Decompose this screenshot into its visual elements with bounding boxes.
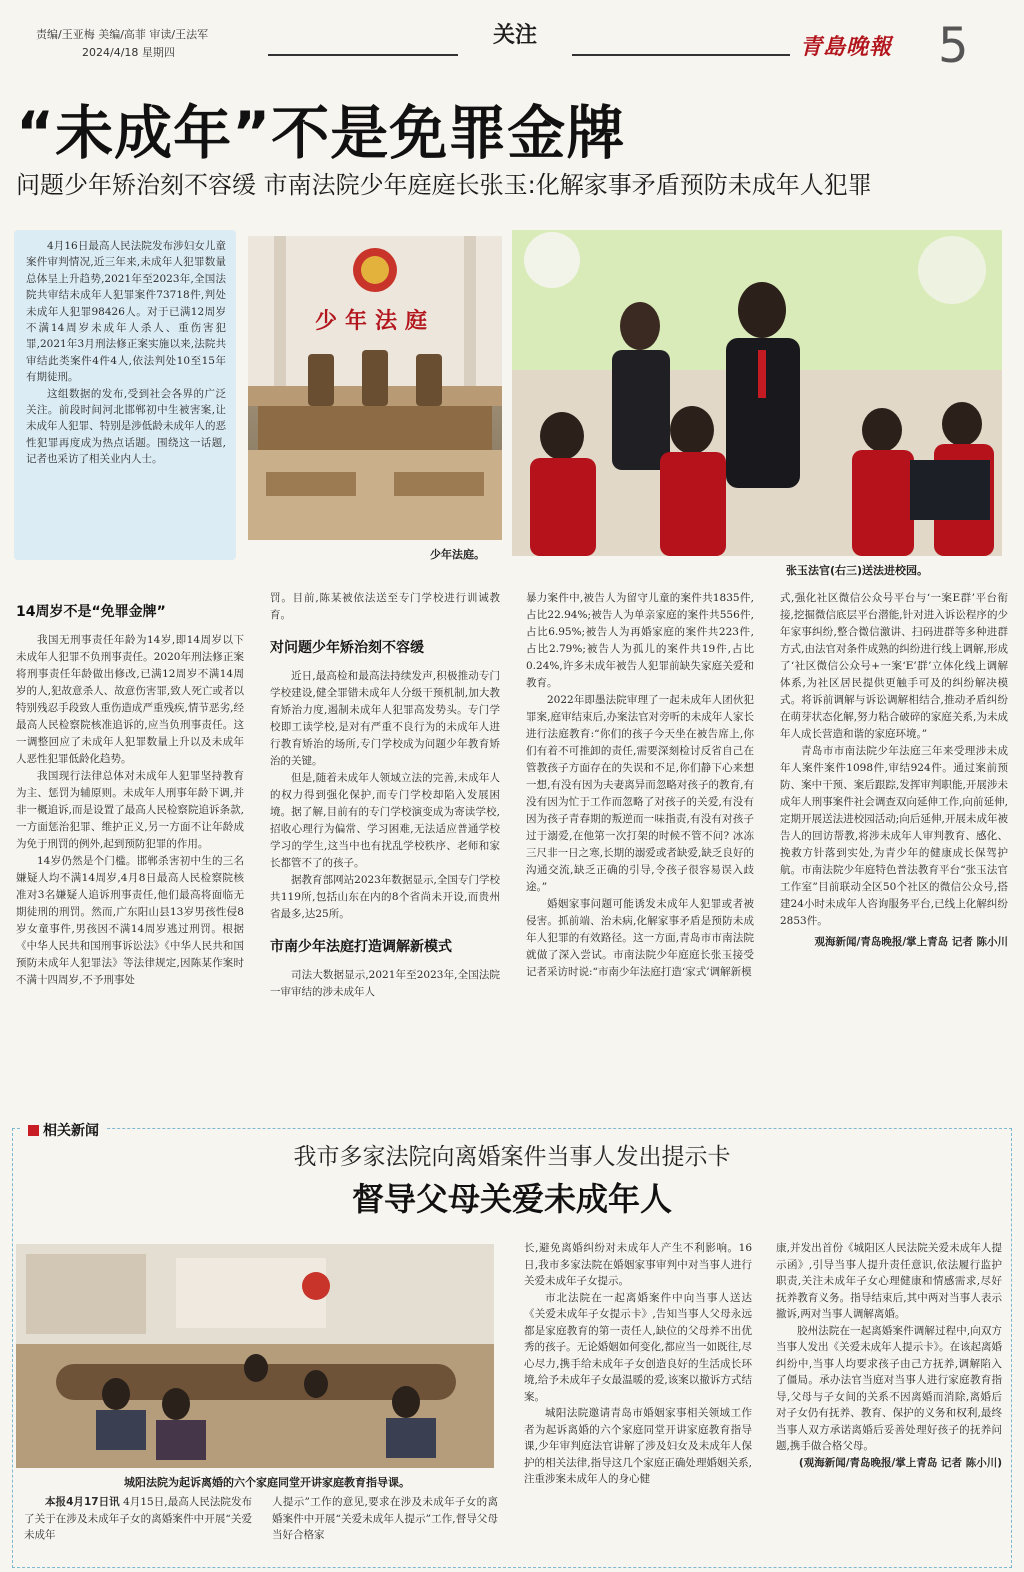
courtroom-caption: 少年法庭。 (430, 548, 485, 561)
article-column-3 (526, 590, 754, 1110)
section-heading: 对问题少年矫治刻不容缓 (270, 640, 424, 656)
paragraph (24, 1494, 252, 1544)
courtroom-illustration (248, 236, 502, 540)
paragraph: 康,并发出首份《城阳区人民法院关爱未成年人提示函》,引导当事人提升责任意识,依法履行监护职责,关注未成年子女心理健康和情感需求,尽好抚养教育义务。指导结束后,其中两对当事人表示撤诉,两对当事人调解离婚。 (776, 1242, 1002, 1320)
editor-credits (36, 26, 208, 62)
dateline: 本报4月17日讯 (45, 1496, 120, 1508)
school-visit-illustration (512, 230, 1002, 556)
family-class-caption: 城阳法院为起诉离婚的六个家庭同堂开讲家庭教育指导课。 (124, 1476, 410, 1489)
related-title: 我市多家法院向离婚案件当事人发出提示卡 (293, 1144, 731, 1170)
related-news-tag (22, 1120, 105, 1140)
paragraph: 司法大数据显示,2021年至2023年,全国法院一审审结的涉未成年人 (270, 969, 500, 998)
paragraph: 我国无刑事责任年龄为14岁,即14周岁以下未成年人犯罪不负刑事责任。2020年刑法修正案将刑事责任年龄做出修改,已满12周岁不满14周岁的人,犯故意杀人、故意伤害罪,致人死亡或者以特别残忍手段致人重伤造成严重残疾,情节恶劣,经最高人民检察院核准追诉的,应当负刑事责任。这一调整回应了未成年人犯罪数量上升以及未成年人恶性犯罪低龄化趋势。 (16, 634, 244, 765)
related-column-1 (24, 1494, 252, 1560)
courtroom-photo (248, 236, 502, 540)
paragraph-text: 4月15日,最高人民法院发布了关于在涉及未成年子女的离婚案件中开展“关爱未成年 (24, 1496, 252, 1541)
paragraph: 据教育部网站2023年数据显示,全国专门学校共119所,包括山东在内的8个省尚未开设,而贵州省最多,达25所。 (270, 874, 500, 920)
intro-paragraph: 4月16日最高人民法院发布涉妇女儿童案件审判情况,近三年来,未成年人犯罪数量总体呈上升趋势,2021年至2023年,全国法院共审结未成年人犯罪案件73718件,判处未成年人犯罪98426人。对于已满12周岁不满14周岁未成年人杀人、重伤害犯罪,2021年3月刑法修正案实施以来,法院共审结此类案件4件4人,依法判处10至15年有期徒刑。 (26, 240, 226, 384)
article-column-1 (16, 590, 244, 1110)
paragraph: 人提示”工作的意见,要求在涉及未成年子女的离婚案件中开展“关爱未成年人提示”工作,督导父母当好合格家 (272, 1496, 498, 1541)
related-column-3 (524, 1240, 752, 1562)
red-square-icon (28, 1125, 39, 1136)
paragraph: 暴力案件中,被告人为留守儿童的案件共1835件,占比22.94%;被告人为单亲家庭的案件共556件,占比6.95%;被告人为再婚家庭的案件共223件,占比2.79%;被告人为孤儿的案件共19件,占比0.24%,许多未成年被告人犯罪前缺失家庭关爱和教育。 (526, 592, 754, 689)
family-class-illustration (16, 1244, 494, 1468)
courtroom-sign: 少年法庭 (314, 309, 435, 334)
paragraph: 式,强化社区微信公众号平台与‘一案E群’平台衔接,挖掘微信底层平台潜能,针对进入诉讼程序的少年家事纠纷,整合微信激讲、扫码进群等多种进群方式,由法官对条件成熟的纠纷进行线上调解,形成了‘社区微信公众号+一案‘E’群’立体化线上调解体系,为社区居民提供更触手可及的纠纷解决模式。将诉前调解与诉讼调解相结合,推动矛盾纠纷在萌芽状态化解,努力粘合破碎的家庭关系,为未成年人成长营造和谐的家庭环境。” (780, 592, 1008, 740)
school-visit-photo (512, 230, 1002, 556)
paragraph: 市北法院在一起离婚案件中向当事人送达《关爱未成年子女提示卡》,告知当事人父母永远都是家庭教育的第一责任人,缺位的父母养不出优秀的孩子。无论婚姻如何变化,都应当一如既往,尽心尽力,携手给未成年子女创造良好的生活成长环境,给予未成年子女最温暖的爱,该案以撤诉方式结案。 (524, 1291, 752, 1403)
article-column-4 (780, 590, 1008, 1120)
editors-line: 责编/王亚梅 美编/高菲 审读/王法军 (36, 28, 209, 41)
paragraph: 14岁仍然是个门槛。邯郸杀害初中生的三名嫌疑人均不满14周岁,4月8日最高人民检察院核准对3名嫌疑人追诉刑事责任,他们最高将面临无期徒刑的刑罚。然而,广东阳山县13岁男孩性侵8岁女童事件,男孩因不满14周岁逃过刑罚。根据《中华人民共和国刑事诉讼法》《中华人民共和国预防未成年人犯罪法》等法律规定,因陈某作案时不满十四周岁,不予刑事处 (16, 855, 244, 986)
paragraph: 青岛市市南法院少年法庭三年来受理涉未成年人案件案件1098件,审结924件。通过案前预防、案中干预、案后跟踪,发挥审判职能,开展涉未成年人刑事案件社会调查双向延伸工作,向前延伸,定期开展送法进校园活动;向后延伸,开展未成年被告人的回访帮教,将涉未成年人审判教育、感化、挽救方针落到实处,为青少年的健康成长保驾护航。市南法院少年庭特色普法教育平台“张玉法官工作室”目前联动全区50个社区的微信公众号,搭建24小时未成年人咨询服务平台,已线上化解纠纷2853件。 (780, 745, 1008, 927)
related-column-4 (776, 1240, 1002, 1562)
paragraph: 2022年即墨法院审理了一起未成年人团伙犯罪案,庭审结束后,办案法官对旁听的未成年人家长进行法庭教育:“你们的孩子今天坐在被告席上,你们有着不可推卸的责任,需要深刻检讨反省自己在管教孩子方面存在的失误和不足,你们静下心来想一想,有没有因为夫妻离异而忽略对孩子的教育,有没有因为忙于工作而忽略了对孩子的关爱,有没有因为孩子青春期的叛逆而一味指责,有没有对孩子过于溺爱,在他第一次打架的时候不管不问? 冰冻三尺非一日之寒,长期的溺爱或者缺爱,缺乏良好的沟通交流,缺乏正确的引导,令孩子很容易误入歧途。” (526, 694, 754, 893)
headline: “未成年”不是免罪金牌 (16, 99, 626, 167)
subheadline: 问题少年矫治刻不容缓 市南法院少年庭庭长张玉:化解家事矛盾预防未成年人犯罪 (16, 171, 872, 199)
family-class-photo (16, 1244, 494, 1468)
intro-box (14, 230, 236, 560)
paragraph: 近日,最高检和最高法持续发声,积极推动专门学校建设,健全罪错未成年人分级干预机制,加大教育矫治力度,遏制未成年人犯罪高发势头。专门学校即工读学校,是对有严重不良行为的未成年人进行教育矫治的场所,专门学校成为问题少年教育矫治的关键。 (270, 670, 500, 767)
section-heading: 市南少年法庭打造调解新模式 (270, 939, 452, 955)
issue-date: 2024/4/18 星期四 (82, 46, 175, 59)
newspaper-logo: 青島晚報 (800, 34, 893, 60)
paragraph: 胶州法院在一起离婚案件调解过程中,向双方当事人发出《关爱未成年人提示卡》。在该起离婚纠纷中,当事人均要求孩子由己方抚养,调解陷入了僵局。承办法官当庭对当事人进行家庭教育指导,父母与子女间的关系不因离婚而消除,离婚后对子女仍有抚养、教育、保护的义务和权利,最终当事人双方承诺离婚后妥善处理好孩子的抚养问题,携手做合格父母。 (776, 1324, 1002, 1452)
masthead (0, 0, 1024, 80)
paragraph: 长,避免离婚纠纷对未成年人产生不利影响。16日,我市多家法院在婚姻家事审判中对当事人进行关爱未成年子女提示。 (524, 1242, 752, 1287)
related-headline: 督导父母关爱未成年人 (351, 1180, 672, 1218)
paragraph: 我国现行法律总体对未成年人犯罪坚持教育为主、惩罚为辅原则。未成年人刑事年龄下调,并非一概追诉,而是设置了最高人民检察院追诉条款,一方面惩治犯罪、维护正义,另一方面不让年龄成为免于刑罚的例外,起到预防犯罪的作用。 (16, 770, 244, 850)
byline: 观海新闻/青岛晚报/掌上青岛 记者 陈小川 (814, 936, 1008, 948)
page-number: 5 (938, 18, 969, 74)
related-tag-label: 相关新闻 (43, 1123, 99, 1139)
header-rule-right (572, 54, 790, 56)
header-rule-left (268, 54, 458, 56)
related-column-2 (272, 1494, 498, 1560)
section-name: 关注 (492, 23, 537, 48)
section-heading: 14周岁不是“免罪金牌” (16, 604, 166, 620)
paragraph: 但是,随着未成年人领域立法的完善,未成年人的权力得到强化保护,而专门学校却陷入发展困境。据了解,目前有的专门学校演变成为寄读学校,招收心理行为偏常、学习困难,无法适应普通学校学习的学生,这当中也有扰乱学校秩序、老师和家长都管不了的孩子。 (270, 772, 500, 869)
article-column-2 (270, 590, 500, 1110)
paragraph: 婚姻家事问题可能诱发未成年人犯罪或者被侵害。抓前端、治未病,化解家事矛盾是预防未成年人犯罪的有效路径。这一方面,青岛市市南法院就做了深入尝试。市南法院少年庭庭长张玉接受记者采访时说:“市南少年法庭打造‘家式’调解新模 (526, 898, 754, 978)
paragraph: 城阳法院邀请青岛市婚姻家事相关领域工作者为起诉离婚的六个家庭同堂开讲家庭教育指导课,少年审判庭法官讲解了涉及妇女及未成年人保护的相关法律,指导这几个家庭正确处理婚姻关系,注重涉案未成年人的身心健 (524, 1407, 752, 1485)
school-visit-caption: 张玉法官(右三)送法进校园。 (786, 564, 929, 577)
paragraph: 罚。目前,陈某被依法送至专门学校进行训诫教育。 (270, 592, 500, 621)
byline: (观海新闻/青岛晚报/掌上青岛 记者 陈小川) (798, 1456, 1002, 1469)
intro-paragraph: 这组数据的发布,受到社会各界的广泛关注。前段时间河北邯郸初中生被害案,让未成年人犯罪、特别是涉低龄未成年人的恶性犯罪再度成为热点话题。围绕这一话题,记者也采访了相关业内人士。 (26, 387, 226, 466)
